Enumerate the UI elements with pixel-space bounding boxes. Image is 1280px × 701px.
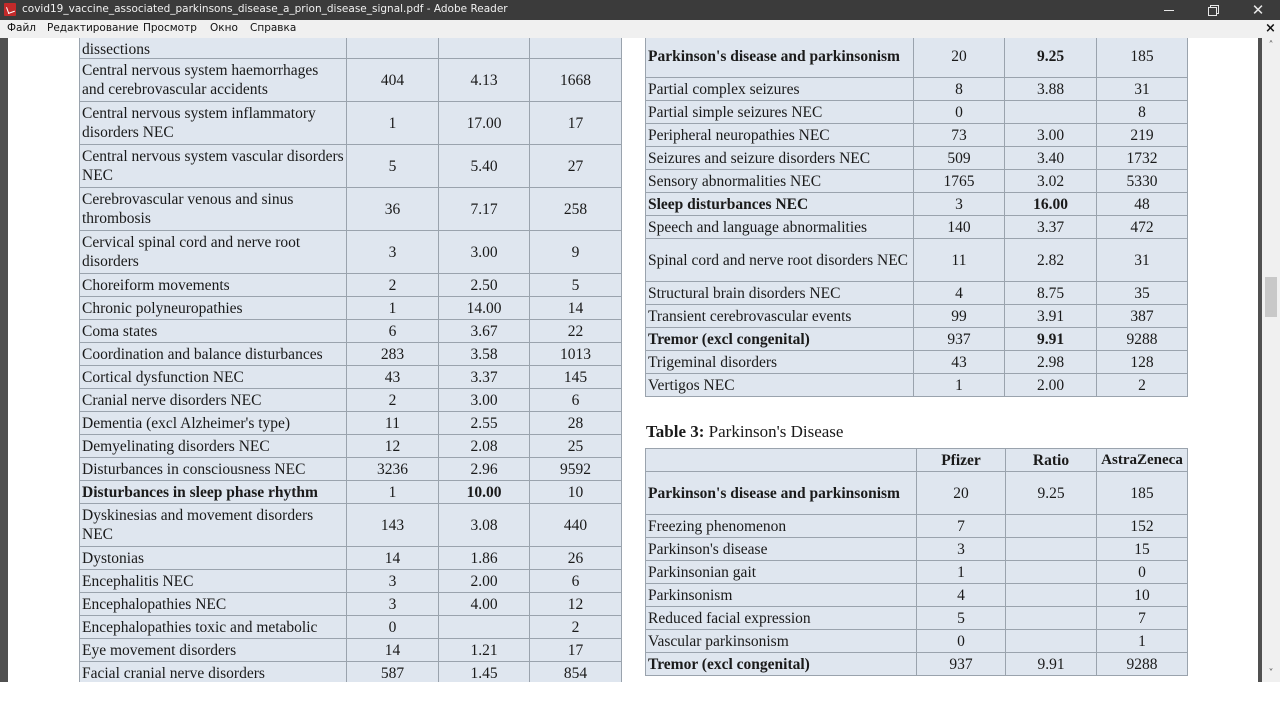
right-table	[645, 38, 1188, 397]
table-row	[80, 639, 622, 662]
row-astrazeneca: 17	[530, 102, 622, 145]
row-astrazeneca: 7	[1097, 607, 1188, 630]
table-row	[646, 561, 1188, 584]
table-row	[80, 412, 622, 435]
row-pfizer: 143	[347, 504, 439, 547]
close-button[interactable]	[1236, 0, 1280, 20]
table-row	[80, 320, 622, 343]
menu-file[interactable]: Файл	[7, 22, 37, 34]
row-name: Central nervous system vascular disorders NEC	[80, 145, 347, 188]
row-ratio: 8.75	[1005, 282, 1097, 305]
row-pfizer: 1	[914, 374, 1005, 397]
table-row	[80, 297, 622, 320]
table-row	[80, 547, 622, 570]
row-astrazeneca: 2	[1097, 374, 1188, 397]
row-pfizer: 587	[347, 662, 439, 683]
row-astrazeneca: 258	[530, 188, 622, 231]
row-pfizer: 73	[914, 124, 1005, 147]
row-pfizer: 1765	[914, 170, 1005, 193]
row-name: Vascular parkinsonism	[646, 630, 917, 653]
row-name: Cranial nerve disorders NEC	[80, 389, 347, 412]
row-pfizer: 12	[347, 435, 439, 458]
row-ratio: 9.25	[1005, 38, 1097, 78]
row-astrazeneca: 145	[530, 366, 622, 389]
row-name: Disturbances in sleep phase rhythm	[80, 481, 347, 504]
adobe-reader-icon	[4, 3, 16, 16]
row-pfizer: 1	[347, 102, 439, 145]
row-astrazeneca: 31	[1097, 78, 1188, 101]
row-ratio: 3.88	[1005, 78, 1097, 101]
row-astrazeneca: 8	[1097, 101, 1188, 124]
row-name: Parkinson's disease	[646, 538, 917, 561]
row-pfizer: 43	[914, 351, 1005, 374]
menu-view[interactable]: Просмотр	[143, 22, 197, 34]
table-row	[646, 515, 1188, 538]
menu-window[interactable]: Окно	[210, 22, 238, 34]
row-ratio: 3.00	[1005, 124, 1097, 147]
row-name: Reduced facial expression	[646, 607, 917, 630]
scroll-thumb[interactable]	[1265, 277, 1277, 317]
table-row	[80, 481, 622, 504]
table-row	[646, 193, 1188, 216]
table3	[645, 448, 1188, 676]
row-ratio: 2.00	[1005, 374, 1097, 397]
row-name: Eye movement disorders	[80, 639, 347, 662]
row-pfizer: 43	[347, 366, 439, 389]
row-ratio: 3.00	[439, 389, 530, 412]
document-viewer	[0, 38, 1280, 682]
table-row	[80, 145, 622, 188]
table-row	[646, 170, 1188, 193]
table-row	[646, 101, 1188, 124]
row-ratio: 17.00	[439, 102, 530, 145]
row-ratio: 3.37	[1005, 216, 1097, 239]
table-row	[646, 305, 1188, 328]
row-name: Choreiform movements	[80, 274, 347, 297]
row-astrazeneca: 472	[1097, 216, 1188, 239]
row-astrazeneca: 128	[1097, 351, 1188, 374]
row-pfizer: 14	[347, 639, 439, 662]
table3-header-astrazeneca: AstraZeneca	[1097, 449, 1188, 472]
table-row	[646, 239, 1188, 282]
row-ratio: 4.13	[439, 59, 530, 102]
row-ratio: 1.86	[439, 547, 530, 570]
table-row	[80, 616, 622, 639]
row-ratio: 9.91	[1006, 653, 1097, 676]
row-ratio	[1006, 538, 1097, 561]
row-pfizer: 1	[347, 481, 439, 504]
row-ratio: 4.00	[439, 593, 530, 616]
row-pfizer: 11	[914, 239, 1005, 282]
row-astrazeneca: 14	[530, 297, 622, 320]
row-name: Peripheral neuropathies NEC	[646, 124, 914, 147]
row-name: Freezing phenomenon	[646, 515, 917, 538]
row-pfizer: 1	[347, 297, 439, 320]
row-pfizer: 3	[347, 593, 439, 616]
row-name: Encephalopathies NEC	[80, 593, 347, 616]
table-row	[80, 458, 622, 481]
row-astrazeneca: 219	[1097, 124, 1188, 147]
row-ratio: 2.08	[439, 435, 530, 458]
table-row	[646, 607, 1188, 630]
row-pfizer: 937	[914, 328, 1005, 351]
table-row	[80, 231, 622, 274]
row-name: Tremor (excl congenital)	[646, 653, 917, 676]
row-ratio: 2.98	[1005, 351, 1097, 374]
table3-header-blank	[646, 449, 917, 472]
row-name: Parkinson's disease and parkinsonism	[646, 38, 914, 78]
table-row	[80, 570, 622, 593]
row-name: Partial complex seizures	[646, 78, 914, 101]
row-pfizer: 3	[347, 231, 439, 274]
row-astrazeneca: 854	[530, 662, 622, 683]
left-table	[79, 38, 622, 682]
row-ratio: 3.08	[439, 504, 530, 547]
row-ratio: 2.50	[439, 274, 530, 297]
table-row	[646, 472, 1188, 515]
partial-row-name: dissections	[80, 38, 347, 59]
row-ratio	[1005, 101, 1097, 124]
row-astrazeneca: 5330	[1097, 170, 1188, 193]
table-row	[646, 78, 1188, 101]
table-row	[646, 147, 1188, 170]
menu-bar	[0, 20, 1280, 39]
row-ratio: 2.55	[439, 412, 530, 435]
row-pfizer: 20	[914, 38, 1005, 78]
table-row	[80, 662, 622, 683]
scroll-down-arrow-icon[interactable]: ˅	[1268, 668, 1274, 679]
row-pfizer: 937	[917, 653, 1006, 676]
row-astrazeneca: 17	[530, 639, 622, 662]
row-astrazeneca: 10	[530, 481, 622, 504]
row-ratio: 3.00	[439, 231, 530, 274]
row-astrazeneca: 185	[1097, 472, 1188, 515]
row-astrazeneca: 48	[1097, 193, 1188, 216]
row-pfizer: 36	[347, 188, 439, 231]
row-ratio: 7.17	[439, 188, 530, 231]
row-pfizer: 0	[917, 630, 1006, 653]
row-astrazeneca: 6	[530, 570, 622, 593]
row-astrazeneca: 31	[1097, 239, 1188, 282]
table-row	[646, 653, 1188, 676]
row-pfizer: 5	[917, 607, 1006, 630]
table3-header-pfizer: Pfizer	[917, 449, 1006, 472]
table3-header-ratio: Ratio	[1006, 449, 1097, 472]
row-name: Seizures and seizure disorders NEC	[646, 147, 914, 170]
table-row	[646, 328, 1188, 351]
row-name: Trigeminal disorders	[646, 351, 914, 374]
minimize-icon	[1164, 10, 1174, 11]
row-pfizer: 7	[917, 515, 1006, 538]
title-bar	[0, 0, 1280, 20]
row-ratio: 3.40	[1005, 147, 1097, 170]
table-row	[80, 274, 622, 297]
table-row	[646, 124, 1188, 147]
row-name: Speech and language abnormalities	[646, 216, 914, 239]
row-pfizer: 99	[914, 305, 1005, 328]
minimize-button[interactable]	[1148, 0, 1192, 20]
row-pfizer: 14	[347, 547, 439, 570]
row-pfizer: 0	[914, 101, 1005, 124]
row-name: Structural brain disorders NEC	[646, 282, 914, 305]
row-name: Central nervous system haemorrhages and cerebrovascular accidents	[80, 59, 347, 102]
menu-edit[interactable]: Редактирование	[47, 22, 139, 34]
table-row	[646, 351, 1188, 374]
table-row	[80, 389, 622, 412]
table-row	[646, 216, 1188, 239]
row-ratio	[1006, 515, 1097, 538]
table-row	[80, 593, 622, 616]
row-astrazeneca: 152	[1097, 515, 1188, 538]
row-pfizer: 3	[914, 193, 1005, 216]
row-name: Facial cranial nerve disorders	[80, 662, 347, 683]
row-astrazeneca: 27	[530, 145, 622, 188]
row-name: Partial simple seizures NEC	[646, 101, 914, 124]
table-row	[646, 38, 1188, 78]
row-name: Sleep disturbances NEC	[646, 193, 914, 216]
row-ratio: 2.96	[439, 458, 530, 481]
row-name: Spinal cord and nerve root disorders NEC	[646, 239, 914, 282]
table-row	[646, 374, 1188, 397]
row-name: Parkinson's disease and parkinsonism	[646, 472, 917, 515]
row-ratio	[1006, 561, 1097, 584]
table-row	[80, 188, 622, 231]
row-name: Encephalopathies toxic and metabolic	[80, 616, 347, 639]
row-astrazeneca: 28	[530, 412, 622, 435]
row-name: Coma states	[80, 320, 347, 343]
row-pfizer: 11	[347, 412, 439, 435]
row-ratio: 1.45	[439, 662, 530, 683]
row-astrazeneca: 1013	[530, 343, 622, 366]
row-astrazeneca: 185	[1097, 38, 1188, 78]
row-astrazeneca: 2	[530, 616, 622, 639]
table3-caption-label: Table 3:	[646, 422, 705, 441]
row-name: Demyelinating disorders NEC	[80, 435, 347, 458]
row-pfizer: 20	[917, 472, 1006, 515]
row-ratio: 3.67	[439, 320, 530, 343]
row-pfizer: 3	[347, 570, 439, 593]
row-astrazeneca: 15	[1097, 538, 1188, 561]
scroll-up-arrow-icon[interactable]: ˄	[1268, 40, 1274, 51]
row-ratio: 3.91	[1005, 305, 1097, 328]
row-name: Tremor (excl congenital)	[646, 328, 914, 351]
row-astrazeneca: 9288	[1097, 653, 1188, 676]
row-astrazeneca: 35	[1097, 282, 1188, 305]
row-astrazeneca: 1	[1097, 630, 1188, 653]
viewer-left-border	[0, 38, 8, 682]
row-name: Parkinsonism	[646, 584, 917, 607]
table3-caption	[646, 422, 843, 442]
row-astrazeneca: 5	[530, 274, 622, 297]
row-name: Dementia (excl Alzheimer's type)	[80, 412, 347, 435]
row-name: Parkinsonian gait	[646, 561, 917, 584]
row-name: Vertigos NEC	[646, 374, 914, 397]
restore-button[interactable]	[1192, 0, 1236, 20]
table-row	[80, 366, 622, 389]
row-astrazeneca: 440	[530, 504, 622, 547]
row-ratio: 3.58	[439, 343, 530, 366]
row-ratio	[1006, 607, 1097, 630]
row-ratio: 2.82	[1005, 239, 1097, 282]
row-astrazeneca: 9592	[530, 458, 622, 481]
table-row	[646, 584, 1188, 607]
row-name: Sensory abnormalities NEC	[646, 170, 914, 193]
row-astrazeneca: 12	[530, 593, 622, 616]
close-icon: ✕	[1251, 1, 1265, 19]
row-astrazeneca: 1668	[530, 59, 622, 102]
vertical-scrollbar[interactable]	[1262, 38, 1280, 682]
row-pfizer: 1	[917, 561, 1006, 584]
row-astrazeneca: 387	[1097, 305, 1188, 328]
row-ratio: 16.00	[1005, 193, 1097, 216]
row-pfizer: 3236	[347, 458, 439, 481]
row-name: Encephalitis NEC	[80, 570, 347, 593]
row-name: Cerebrovascular venous and sinus thrombosis	[80, 188, 347, 231]
window-title: covid19_vaccine_associated_parkinsons_disease_a_prion_disease_signal.pdf - Adobe Reader	[22, 3, 508, 15]
row-name: Transient cerebrovascular events	[646, 305, 914, 328]
table-row	[80, 59, 622, 102]
menu-help[interactable]: Справка	[250, 22, 297, 34]
row-astrazeneca: 26	[530, 547, 622, 570]
row-pfizer: 2	[347, 389, 439, 412]
table-row	[80, 435, 622, 458]
row-name: Dystonias	[80, 547, 347, 570]
row-ratio: 10.00	[439, 481, 530, 504]
row-pfizer: 4	[914, 282, 1005, 305]
row-pfizer: 509	[914, 147, 1005, 170]
row-pfizer: 8	[914, 78, 1005, 101]
row-astrazeneca: 6	[530, 389, 622, 412]
row-pfizer: 0	[347, 616, 439, 639]
row-ratio: 9.25	[1006, 472, 1097, 515]
row-pfizer: 140	[914, 216, 1005, 239]
row-astrazeneca: 1732	[1097, 147, 1188, 170]
restore-icon-back	[1208, 7, 1217, 16]
row-pfizer: 2	[347, 274, 439, 297]
row-ratio: 9.91	[1005, 328, 1097, 351]
row-ratio: 2.00	[439, 570, 530, 593]
row-ratio: 1.21	[439, 639, 530, 662]
row-ratio: 3.37	[439, 366, 530, 389]
row-ratio	[1006, 630, 1097, 653]
row-pfizer: 4	[917, 584, 1006, 607]
table-row	[80, 504, 622, 547]
row-pfizer: 283	[347, 343, 439, 366]
row-astrazeneca: 10	[1097, 584, 1188, 607]
row-ratio: 5.40	[439, 145, 530, 188]
table3-caption-title: Parkinson's Disease	[704, 422, 844, 441]
row-pfizer: 3	[917, 538, 1006, 561]
table-row	[646, 630, 1188, 653]
row-ratio	[439, 616, 530, 639]
row-name: Chronic polyneuropathies	[80, 297, 347, 320]
row-pfizer: 6	[347, 320, 439, 343]
table-row	[646, 538, 1188, 561]
row-ratio	[1006, 584, 1097, 607]
row-name: Cortical dysfunction NEC	[80, 366, 347, 389]
row-ratio: 14.00	[439, 297, 530, 320]
row-astrazeneca: 0	[1097, 561, 1188, 584]
row-astrazeneca: 22	[530, 320, 622, 343]
row-pfizer: 404	[347, 59, 439, 102]
close-document-icon[interactable]: ×	[1265, 21, 1276, 36]
row-name: Disturbances in consciousness NEC	[80, 458, 347, 481]
table-row	[80, 343, 622, 366]
row-name: Central nervous system inflammatory disorders NEC	[80, 102, 347, 145]
table-row	[646, 282, 1188, 305]
table-row	[80, 102, 622, 145]
row-name: Coordination and balance disturbances	[80, 343, 347, 366]
row-ratio: 3.02	[1005, 170, 1097, 193]
row-astrazeneca: 9288	[1097, 328, 1188, 351]
row-astrazeneca: 9	[530, 231, 622, 274]
row-name: Cervical spinal cord and nerve root disorders	[80, 231, 347, 274]
row-pfizer: 5	[347, 145, 439, 188]
row-name: Dyskinesias and movement disorders NEC	[80, 504, 347, 547]
row-astrazeneca: 25	[530, 435, 622, 458]
